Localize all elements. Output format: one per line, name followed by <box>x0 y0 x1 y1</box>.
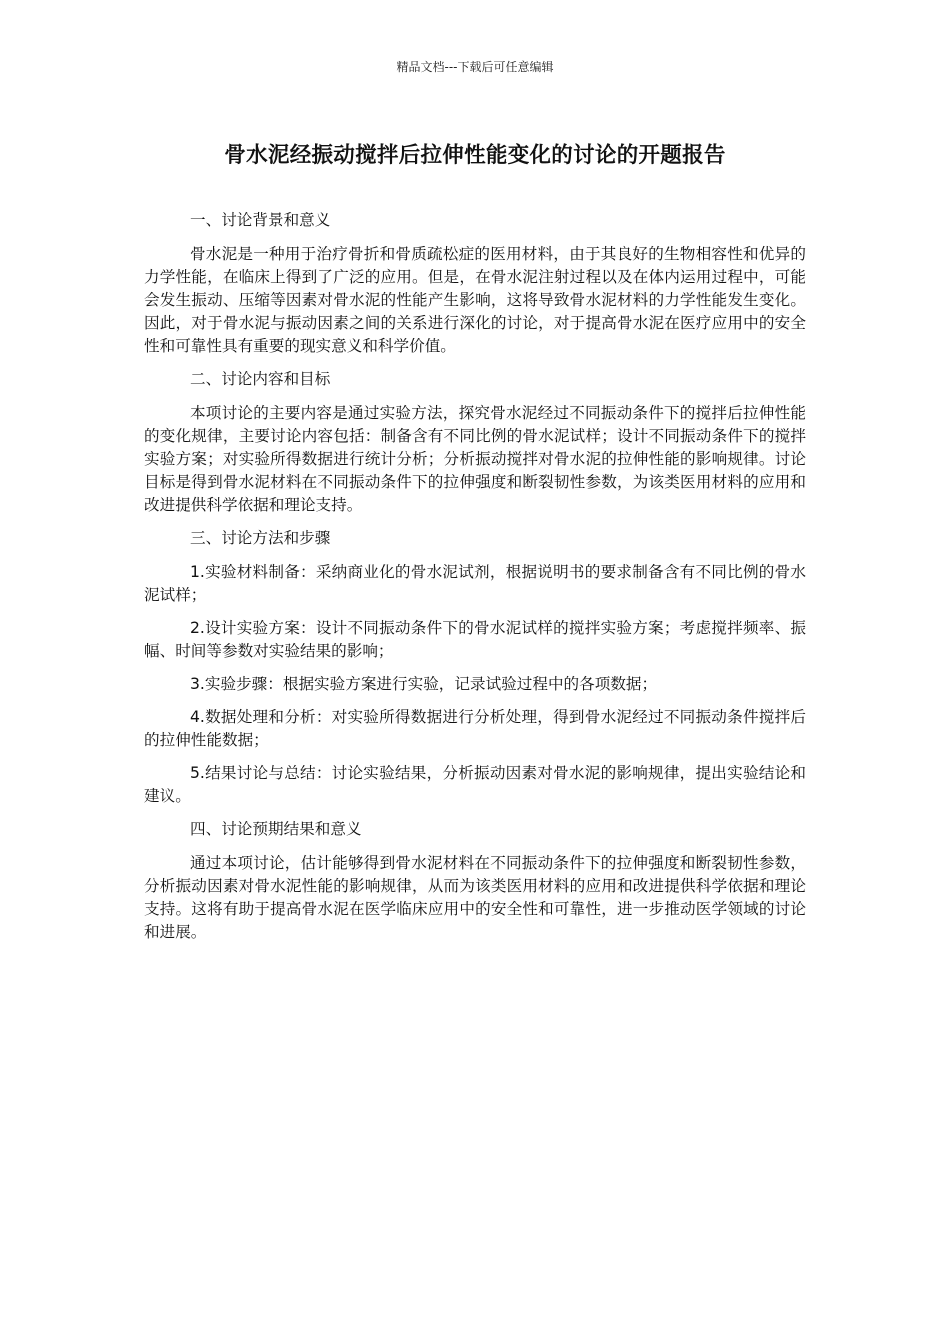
method-step-5: 5.结果讨论与总结：讨论实验结果，分析振动因素对骨水泥的影响规律，提出实验结论和建议。 <box>144 764 806 805</box>
document-body <box>144 209 806 954</box>
paragraph-expected-results: 通过本项讨论，估计能够得到骨水泥材料在不同振动条件下的拉伸强度和断裂韧性参数，分析振动因素对骨水泥性能的影响规律，从而为该类医用材料的应用和改进提供科学依据和理论支持。这将有助于提高骨水泥在医学临床应用中的安全性和可靠性，进一步推动医学领域的讨论和进展。 <box>144 854 806 941</box>
document-title: 骨水泥经振动搅拌后拉伸性能变化的讨论的开题报告 <box>224 143 726 168</box>
section-heading-methods: 三、讨论方法和步骤 <box>190 529 331 547</box>
section-heading-content-goals: 二、讨论内容和目标 <box>190 370 331 388</box>
header-note: 精品文档---下载后可任意编辑 <box>396 60 554 74</box>
section-heading-background: 一、讨论背景和意义 <box>190 211 331 229</box>
paragraph-background: 骨水泥是一种用于治疗骨折和骨质疏松症的医用材料，由于其良好的生物相容性和优异的力学性能，在临床上得到了广泛的应用。但是，在骨水泥注射过程以及在体内运用过程中，可能会发生振动、压缩等因素对骨水泥的性能产生影响，这将导致骨水泥材料的力学性能发生变化。因此，对于骨水泥与振动因素之间的关系进行深化的讨论，对于提高骨水泥在医疗应用中的安全性和可靠性具有重要的现实意义和科学价值。 <box>144 245 806 355</box>
section-heading-expected-results: 四、讨论预期结果和意义 <box>190 820 362 838</box>
method-step-3: 3.实验步骤：根据实验方案进行实验，记录试验过程中的各项数据； <box>190 675 658 693</box>
method-step-4: 4.数据处理和分析：对实验所得数据进行分析处理，得到骨水泥经过不同振动条件搅拌后的拉伸性能数据； <box>144 708 806 749</box>
method-step-1: 1.实验材料制备：采纳商业化的骨水泥试剂，根据说明书的要求制备含有不同比例的骨水泥试样； <box>144 563 806 604</box>
paragraph-content-goals: 本项讨论的主要内容是通过实验方法，探究骨水泥经过不同振动条件下的搅拌后拉伸性能的变化规律，主要讨论内容包括：制备含有不同比例的骨水泥试样；设计不同振动条件下的搅拌实验方案；对实验所得数据进行统计分析；分析振动搅拌对骨水泥的拉伸性能的影响规律。讨论目标是得到骨水泥材料在不同振动条件下的拉伸强度和断裂韧性参数，为该类医用材料的应用和改进提供科学依据和理论支持。 <box>144 404 806 514</box>
method-step-2: 2.设计实验方案：设计不同振动条件下的骨水泥试样的搅拌实验方案；考虑搅拌频率、振幅、时间等参数对实验结果的影响； <box>144 619 806 660</box>
